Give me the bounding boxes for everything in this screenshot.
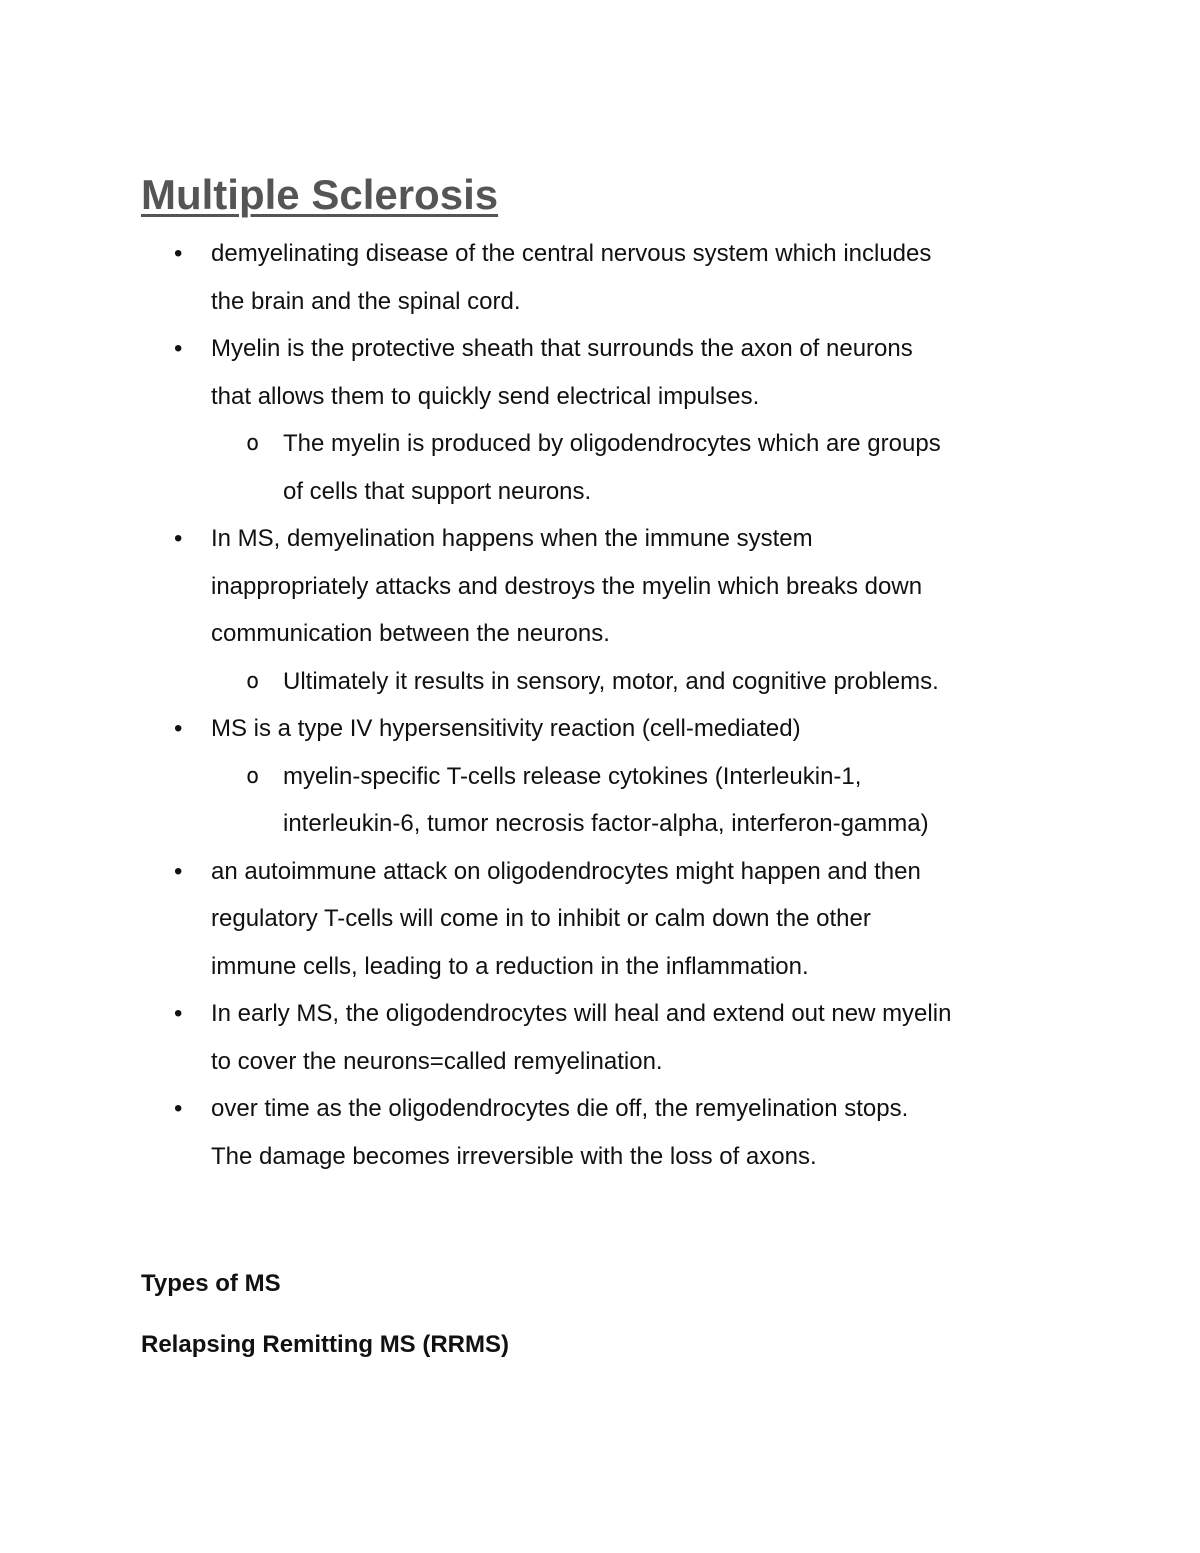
sub-bullet-marker: o (246, 431, 260, 456)
bullet-marker: • (174, 335, 183, 362)
sub-bullet-marker: o (246, 668, 260, 694)
sub-bullet-marker: o (246, 763, 260, 789)
sub-list-item (0, 658, 1200, 706)
list-item (0, 1085, 1200, 1180)
list-item-text: over time as the oligodendrocytes die off, the remyelination stops. The damage becomes irreversible with the loss of axons. (211, 1095, 909, 1170)
bullet-marker: • (174, 1095, 183, 1122)
list-item-text: an autoimmune attack on oligodendrocytes might happen and then regulatory T-cells will come in to inhibit or calm down the other immune cells, leading to a reduction in the inflammation. (211, 857, 921, 980)
bullet-list (0, 230, 1200, 1180)
section-heading-types: Types of MS (141, 1270, 281, 1297)
page-title: Multiple Sclerosis (141, 171, 499, 218)
bullet-marker: • (174, 715, 183, 742)
list-item (0, 990, 1200, 1085)
list-item (0, 705, 1200, 753)
sub-list-item (0, 420, 1200, 515)
list-item-text: In early MS, the oligodendrocytes will heal and extend out new myelin to cover the neurons=called remyelination. (211, 1000, 952, 1075)
list-item-text: demyelinating disease of the central nervous system which includes the brain and the spinal cord. (211, 240, 932, 315)
list-item (0, 848, 1200, 991)
list-item (0, 230, 1200, 325)
bullet-marker: • (174, 857, 183, 885)
list-item (0, 325, 1200, 420)
sub-list-item (0, 753, 1200, 848)
list-item-text: In MS, demyelination happens when the immune system inappropriately attacks and destroys the myelin which breaks down communication between the neurons. (211, 525, 923, 647)
section-heading-rrms: Relapsing Remitting MS (RRMS) (141, 1331, 510, 1358)
bullet-marker: • (174, 240, 183, 267)
list-item-text: MS is a type IV hypersensitivity reaction (cell-mediated) (211, 715, 801, 742)
sub-list-item-text: The myelin is produced by oligodendrocytes which are groups of cells that support neurons. (283, 430, 941, 505)
sub-list-item-text: myelin-specific T-cells release cytokines (Interleukin-1, interleukin-6, tumor necrosis factor-alpha, interferon-gamma) (283, 762, 929, 837)
bullet-marker: • (174, 1000, 183, 1027)
bullet-marker: • (174, 525, 183, 552)
list-item-text: Myelin is the protective sheath that surrounds the axon of neurons that allows them to quickly send electrical impulses. (211, 335, 913, 410)
list-item (0, 515, 1200, 658)
sub-list-item-text: Ultimately it results in sensory, motor, and cognitive problems. (283, 667, 939, 695)
